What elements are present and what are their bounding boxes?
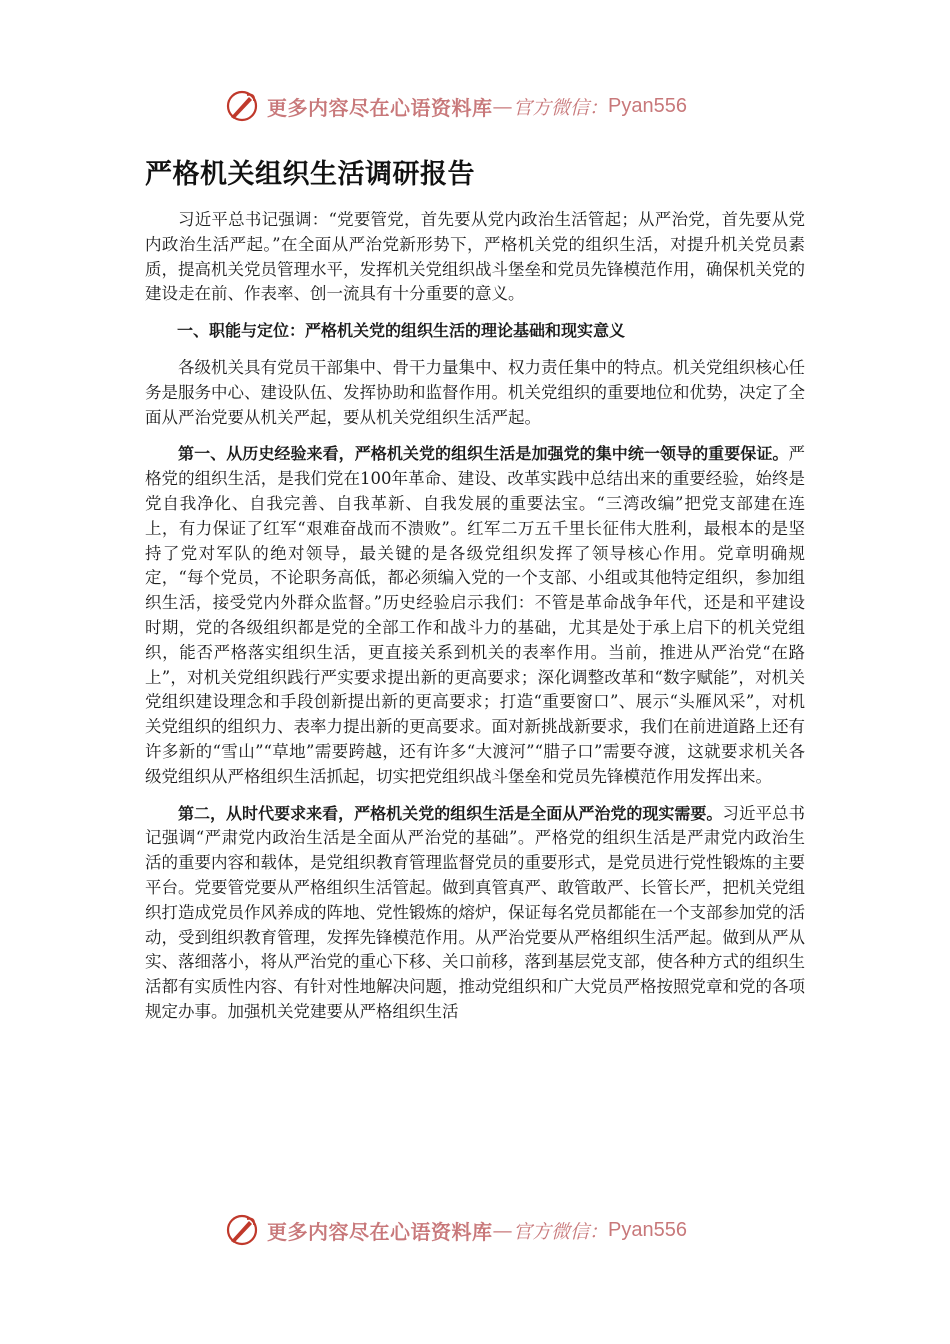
- banner-separator: —: [492, 94, 513, 118]
- banner-text: 更多内容尽在心语资料库: [267, 95, 493, 120]
- banner-text: 更多内容尽在心语资料库: [267, 1219, 493, 1244]
- watermark-banner-top: [225, 86, 745, 126]
- banner-wechat-id: Pyan556: [608, 94, 687, 117]
- point-two-body: 习近平总书记强调“严肃党内政治生活是全面从严治党的基础”。严格党的组织生活是严肃党内政治生活的重要内容和载体，是党组织教育管理监督党员的重要形式，是党员进行党性锻炼的主要平台。党要管党要从严格组织生活管起。做到真管真严、敢管敢严、长管长严，把机关党组织打造成党员作风养成的阵地、党性锻炼的熔炉，保证每名党员都能在一个支部参加党的活动，受到组织教育管理，发挥先锋模范作用。从严治党要从严格组织生活严起。做到从严从实、落细落小，将从严治党的重心下移、关口前移，落到基层党支部，使各种方式的组织生活都有实质性内容、有针对性地解决问题，推动党组织和广大党员严格按照党章和党的各项规定办事。加强机关党建要从严格组织生活: [145, 803, 805, 1021]
- document-title: 严格机关组织生活调研报告: [145, 159, 475, 190]
- banner-official-label: 官方微信：: [513, 96, 609, 119]
- watermark-banner-bottom: [225, 1210, 745, 1250]
- banner-official-label: 官方微信：: [513, 1220, 609, 1243]
- banner-separator: —: [492, 1218, 513, 1242]
- point-one-body: 严格党的组织生活，是我们党在100年革命、建设、改革实践中总结出来的重要经验，始终是党自我净化、自我完善、自我革新、自我发展的重要法宝。“三湾改编”把党支部建在连上，有力保证了红军“艰难奋战而不溃败”。红军二万五千里长征伟大胜利，最根本的是坚持了党对军队的绝对领导，最关键的是各级党组织发挥了领导核心作用。党章明确规定，“每个党员，不论职务高低，都必须编入党的一个支部、小组或其他特定组织，参加组织生活，接受党内外群众监督。”历史经验启示我们：不管是革命战争年代，还是和平建设时期，党的各级组织都是党的全部工作和战斗力的基础，尤其是处于承上启下的机关党组织，能否严格落实组织生活，更直接关系到机关的表率作用。当前，推进从严治党“在路上”，对机关党组织践行严实要求提出新的更高要求；深化调整改革和“数字赋能”，对机关党组织建设理念和手段创新提出新的更高要求；打造“重要窗口”、展示“头雁风采”，对机关党组织的组织力、表率力提出新的更高要求。面对新挑战新要求，我们在前进道路上还有许多新的“雪山”“草地”需要跨越，还有许多“大渡河”“腊子口”需要夺渡，这就要求机关各级党组织从严格组织生活抓起，切实把党组织战斗堡垒和党员先锋模范作用发挥出来。: [145, 444, 805, 786]
- banner-wechat-id: Pyan556: [608, 1218, 687, 1241]
- document-body: [145, 208, 805, 1037]
- point-two-paragraph: [145, 802, 805, 1025]
- pen-logo-icon: [225, 89, 259, 123]
- point-one-lead: 第一、从历史经验来看，严格机关党的组织生活是加强党的集中统一领导的重要保证。: [178, 444, 789, 464]
- section-heading: 一、职能与定位：严格机关党的组织生活的理论基础和现实意义: [177, 321, 626, 341]
- intro-paragraph: 习近平总书记强调：“党要管党，首先要从党内政治生活管起；从严治党，首先要从党内政治生活严起。”在全面从严治党新形势下，严格机关党的组织生活，对提升机关党员素质，提高机关党员管理水平，发挥机关党组织战斗堡垒和党员先锋模范作用，确保机关党的建设走在前、作表率、创一流具有十分重要的意义。: [145, 210, 805, 304]
- pen-logo-icon: [225, 1213, 259, 1247]
- point-two-lead: 第二，从时代要求来看，严格机关党的组织生活是全面从严治党的现实需要。: [178, 803, 723, 823]
- section-paragraph: 各级机关具有党员干部集中、骨干力量集中、权力责任集中的特点。机关党组织核心任务是服务中心、建设队伍、发挥协助和监督作用。机关党组织的重要地位和优势，决定了全面从严治党要从机关严起，要从机关党组织生活严起。: [145, 357, 805, 427]
- point-one-paragraph: [145, 442, 805, 789]
